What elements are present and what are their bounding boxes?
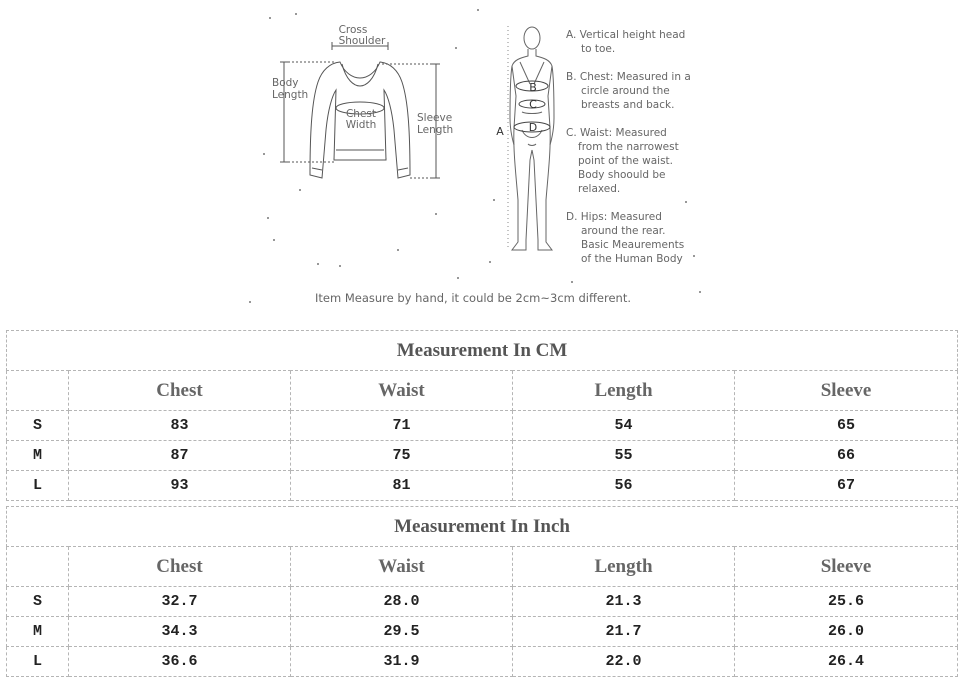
header-blank bbox=[7, 547, 69, 587]
waist-value: 31.9 bbox=[291, 647, 513, 677]
chest-value: 83 bbox=[69, 411, 291, 441]
legend-b-line-1: B. Chest: Measured in a bbox=[566, 71, 691, 83]
size-label: M bbox=[7, 441, 69, 471]
length-value: 21.3 bbox=[513, 587, 735, 617]
marker-d: D bbox=[528, 121, 538, 134]
legend-a-line-1: A. Vertical height head bbox=[566, 29, 686, 41]
chest-width-label-2: Width bbox=[345, 119, 377, 131]
waist-value: 29.5 bbox=[291, 617, 513, 647]
length-value: 55 bbox=[513, 441, 735, 471]
measurement-legend bbox=[566, 29, 691, 265]
column-header-sleeve: Sleeve bbox=[735, 547, 958, 587]
legend-b-line-2: circle around the bbox=[581, 85, 670, 97]
length-value: 21.7 bbox=[513, 617, 735, 647]
size-label: M bbox=[7, 617, 69, 647]
length-value: 22.0 bbox=[513, 647, 735, 677]
waist-value: 28.0 bbox=[291, 587, 513, 617]
column-header-chest: Chest bbox=[69, 371, 291, 411]
size-label: S bbox=[7, 411, 69, 441]
sleeve-value: 25.6 bbox=[735, 587, 958, 617]
garment-labels bbox=[272, 24, 453, 136]
header-blank bbox=[7, 371, 69, 411]
waist-value: 81 bbox=[291, 471, 513, 501]
size-label: L bbox=[7, 647, 69, 677]
table-title: Measurement In CM bbox=[7, 331, 958, 371]
sleeve-value: 26.4 bbox=[735, 647, 958, 677]
chest-value: 93 bbox=[69, 471, 291, 501]
marker-a: A bbox=[496, 125, 504, 138]
table-row bbox=[7, 617, 958, 647]
table-row bbox=[7, 441, 958, 471]
sleeve-value: 26.0 bbox=[735, 617, 958, 647]
chest-value: 34.3 bbox=[69, 617, 291, 647]
size-label: S bbox=[7, 587, 69, 617]
column-header-length: Length bbox=[513, 547, 735, 587]
table-title: Measurement In Inch bbox=[7, 507, 958, 547]
legend-d-line-3: Basic Meaurements bbox=[581, 239, 685, 251]
chest-width-label-1: Chest bbox=[345, 108, 377, 120]
length-value: 56 bbox=[513, 471, 735, 501]
sleeve-value: 66 bbox=[735, 441, 958, 471]
measurement-table-inch bbox=[6, 506, 958, 677]
legend-b-line-3: breasts and back. bbox=[581, 99, 675, 111]
chest-value: 32.7 bbox=[69, 587, 291, 617]
legend-c-line-3: point of the waist. bbox=[578, 155, 674, 167]
table-row bbox=[7, 587, 958, 617]
legend-d-line-4: of the Human Body bbox=[581, 253, 683, 265]
marker-c: C bbox=[529, 98, 537, 111]
measurement-diagram bbox=[0, 0, 962, 320]
table-row bbox=[7, 647, 958, 677]
column-header-length: Length bbox=[513, 371, 735, 411]
sleeve-length-label-1: Sleeve bbox=[417, 112, 453, 124]
legend-d-line-2: around the rear. bbox=[581, 225, 666, 237]
legend-c-line-2: from the narrowest bbox=[578, 141, 679, 153]
legend-c-line-1: C. Waist: Measured bbox=[566, 127, 667, 139]
column-header-waist: Waist bbox=[291, 547, 513, 587]
legend-a-line-2: to toe. bbox=[581, 43, 616, 55]
size-label: L bbox=[7, 471, 69, 501]
waist-value: 75 bbox=[291, 441, 513, 471]
legend-c-line-5: relaxed. bbox=[578, 183, 621, 195]
legend-c-line-4: Body shoould be bbox=[578, 169, 666, 181]
column-header-chest: Chest bbox=[69, 547, 291, 587]
column-header-sleeve: Sleeve bbox=[735, 371, 958, 411]
cross-shoulder-label-1: Cross bbox=[338, 24, 368, 36]
body-figure bbox=[510, 27, 554, 250]
column-header-waist: Waist bbox=[291, 371, 513, 411]
cross-shoulder-label-2: Shoulder bbox=[338, 35, 386, 47]
chest-value: 36.6 bbox=[69, 647, 291, 677]
sleeve-value: 65 bbox=[735, 411, 958, 441]
measure-disclaimer: Item Measure by hand, it could be 2cm~3cm different. bbox=[314, 291, 632, 305]
sleeve-length-label-2: Length bbox=[417, 124, 454, 136]
chest-value: 87 bbox=[69, 441, 291, 471]
waist-value: 71 bbox=[291, 411, 513, 441]
measurement-table-cm bbox=[6, 330, 958, 501]
length-value: 54 bbox=[513, 411, 735, 441]
table-row bbox=[7, 471, 958, 501]
body-length-label-2: Length bbox=[272, 89, 309, 101]
sleeve-value: 67 bbox=[735, 471, 958, 501]
body-length-label-1: Body bbox=[272, 77, 299, 89]
legend-d-line-1: D. Hips: Measured bbox=[566, 211, 662, 223]
marker-b: B bbox=[529, 81, 537, 94]
table-row bbox=[7, 411, 958, 441]
